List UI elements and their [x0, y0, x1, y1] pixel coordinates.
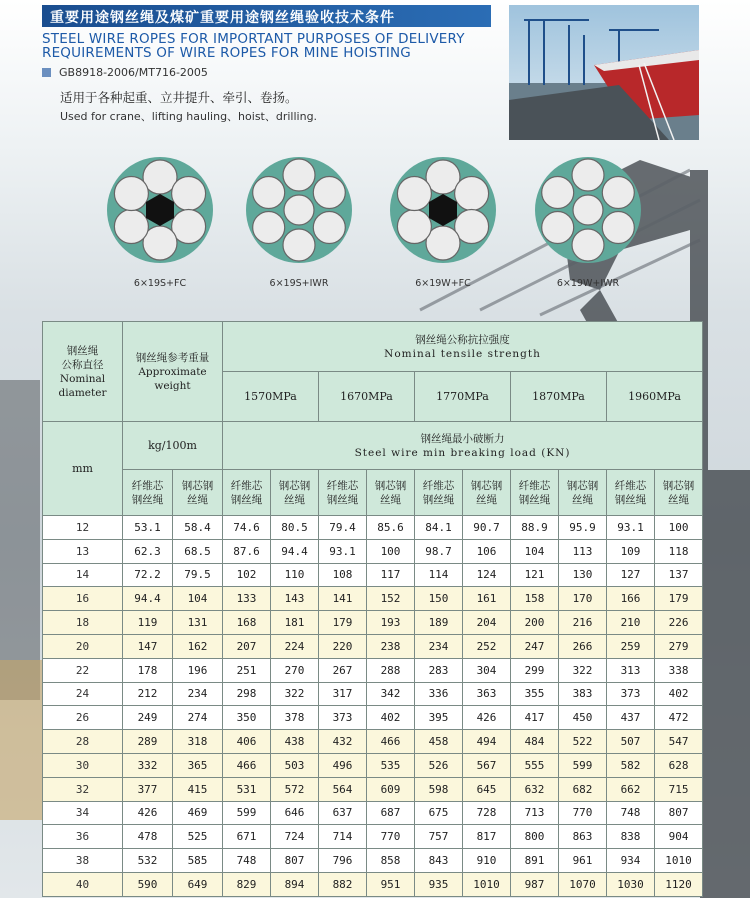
standard-text: GB8918-2006/MT716-2005 — [59, 66, 208, 79]
value-cell: 770 — [559, 801, 607, 825]
value-cell: 728 — [463, 801, 511, 825]
value-cell: 807 — [655, 801, 703, 825]
value-cell: 249 — [123, 706, 173, 730]
table-row — [43, 849, 703, 873]
value-cell: 714 — [319, 825, 367, 849]
value-cell: 124 — [463, 563, 511, 587]
value-cell: 95.9 — [559, 516, 607, 540]
value-cell: 1120 — [655, 872, 703, 896]
value-cell: 108 — [319, 563, 367, 587]
value-cell: 68.5 — [173, 539, 223, 563]
rope-label: 6×19S+FC — [133, 278, 187, 289]
value-cell: 567 — [463, 753, 511, 777]
value-cell: 402 — [655, 682, 703, 706]
value-cell: 478 — [123, 825, 173, 849]
value-cell: 894 — [271, 872, 319, 896]
table-row — [43, 587, 703, 611]
diameter-cell: 22 — [43, 658, 123, 682]
value-cell: 355 — [511, 682, 559, 706]
value-cell: 466 — [223, 753, 271, 777]
value-cell: 212 — [123, 682, 173, 706]
value-cell: 162 — [173, 634, 223, 658]
value-cell: 53.1 — [123, 516, 173, 540]
value-cell: 377 — [123, 777, 173, 801]
rope-label: 6×19W+IWR — [556, 278, 620, 289]
value-cell: 365 — [173, 753, 223, 777]
value-cell: 526 — [415, 753, 463, 777]
value-cell: 238 — [367, 634, 415, 658]
value-cell: 279 — [655, 634, 703, 658]
value-cell: 234 — [415, 634, 463, 658]
value-cell: 79.4 — [319, 516, 367, 540]
core-type-label: 钢芯钢 丝绳 — [271, 470, 319, 516]
value-cell: 469 — [173, 801, 223, 825]
value-cell: 383 — [559, 682, 607, 706]
value-cell: 94.4 — [123, 587, 173, 611]
diameter-cell: 32 — [43, 777, 123, 801]
value-cell: 432 — [319, 730, 367, 754]
value-cell: 193 — [367, 611, 415, 635]
value-cell: 166 — [607, 587, 655, 611]
value-cell: 58.4 — [173, 516, 223, 540]
value-cell: 298 — [223, 682, 271, 706]
value-cell: 104 — [173, 587, 223, 611]
rope-label: 6×19S+IWR — [269, 278, 329, 289]
value-cell: 934 — [607, 849, 655, 873]
value-cell: 80.5 — [271, 516, 319, 540]
header-breaking-load: 钢丝绳最小破断力 Steel wire min breaking load (KN) — [223, 422, 703, 470]
value-cell: 100 — [367, 539, 415, 563]
value-cell: 800 — [511, 825, 559, 849]
value-cell: 158 — [511, 587, 559, 611]
value-cell: 106 — [463, 539, 511, 563]
value-cell: 90.7 — [463, 516, 511, 540]
value-cell: 1070 — [559, 872, 607, 896]
value-cell: 535 — [367, 753, 415, 777]
value-cell: 288 — [367, 658, 415, 682]
value-cell: 181 — [271, 611, 319, 635]
value-cell: 121 — [511, 563, 559, 587]
value-cell: 283 — [415, 658, 463, 682]
value-cell: 133 — [223, 587, 271, 611]
value-cell: 572 — [271, 777, 319, 801]
value-cell: 119 — [123, 611, 173, 635]
table-row — [43, 563, 703, 587]
value-cell: 373 — [319, 706, 367, 730]
value-cell: 458 — [415, 730, 463, 754]
value-cell: 94.4 — [271, 539, 319, 563]
value-cell: 109 — [607, 539, 655, 563]
value-cell: 168 — [223, 611, 271, 635]
value-cell: 715 — [655, 777, 703, 801]
value-cell: 131 — [173, 611, 223, 635]
value-cell: 152 — [367, 587, 415, 611]
value-cell: 304 — [463, 658, 511, 682]
value-cell: 675 — [415, 801, 463, 825]
value-cell: 373 — [607, 682, 655, 706]
table-row — [43, 825, 703, 849]
title-en-line1: STEEL WIRE ROPES FOR IMPORTANT PURPOSES OF DELIVERY — [42, 31, 465, 47]
value-cell: 84.1 — [415, 516, 463, 540]
value-cell: 266 — [559, 634, 607, 658]
rope-section-6x19s-fc — [105, 155, 215, 265]
value-cell: 127 — [607, 563, 655, 587]
value-cell: 1030 — [607, 872, 655, 896]
value-cell: 224 — [271, 634, 319, 658]
value-cell: 484 — [511, 730, 559, 754]
usage-cn: 适用于各种起重、立井提升、牵引、卷扬。 — [60, 90, 298, 105]
value-cell: 178 — [123, 658, 173, 682]
bullet-square-icon — [42, 68, 51, 77]
value-cell: 93.1 — [607, 516, 655, 540]
value-cell: 507 — [607, 730, 655, 754]
value-cell: 378 — [271, 706, 319, 730]
standard-code — [42, 66, 208, 79]
value-cell: 247 — [511, 634, 559, 658]
value-cell: 637 — [319, 801, 367, 825]
header-weight: 钢丝绳参考重量 Approximate weight — [123, 322, 223, 422]
value-cell: 450 — [559, 706, 607, 730]
value-cell: 220 — [319, 634, 367, 658]
table-row — [43, 539, 703, 563]
table-row — [43, 634, 703, 658]
value-cell: 829 — [223, 872, 271, 896]
value-cell: 93.1 — [319, 539, 367, 563]
value-cell: 363 — [463, 682, 511, 706]
value-cell: 200 — [511, 611, 559, 635]
value-cell: 961 — [559, 849, 607, 873]
value-cell: 402 — [367, 706, 415, 730]
value-cell: 438 — [271, 730, 319, 754]
title-banner — [42, 5, 491, 27]
grade-1670: 1670MPa — [319, 372, 415, 422]
value-cell: 599 — [223, 801, 271, 825]
diameter-cell: 26 — [43, 706, 123, 730]
diameter-cell: 18 — [43, 611, 123, 635]
title-en-line2: REQUIREMENTS OF WIRE ROPES FOR MINE HOISTING — [42, 45, 411, 61]
diameter-cell: 20 — [43, 634, 123, 658]
core-type-label: 纤维芯 钢丝绳 — [223, 470, 271, 516]
value-cell: 682 — [559, 777, 607, 801]
value-cell: 207 — [223, 634, 271, 658]
value-cell: 843 — [415, 849, 463, 873]
value-cell: 555 — [511, 753, 559, 777]
table-row — [43, 611, 703, 635]
value-cell: 748 — [223, 849, 271, 873]
value-cell: 632 — [511, 777, 559, 801]
value-cell: 531 — [223, 777, 271, 801]
value-cell: 598 — [415, 777, 463, 801]
table-row — [43, 872, 703, 896]
value-cell: 342 — [367, 682, 415, 706]
rope-label: 6×19W+FC — [415, 278, 471, 289]
diameter-cell: 24 — [43, 682, 123, 706]
unit-kg: kg/100m — [123, 422, 223, 470]
value-cell: 645 — [463, 777, 511, 801]
value-cell: 267 — [319, 658, 367, 682]
value-cell: 951 — [367, 872, 415, 896]
value-cell: 332 — [123, 753, 173, 777]
table-row — [43, 801, 703, 825]
port-ship-photo — [509, 5, 699, 140]
diameter-cell: 36 — [43, 825, 123, 849]
grade-1870: 1870MPa — [511, 372, 607, 422]
value-cell: 891 — [511, 849, 559, 873]
grade-1770: 1770MPa — [415, 372, 511, 422]
value-cell: 406 — [223, 730, 271, 754]
value-cell: 350 — [223, 706, 271, 730]
value-cell: 532 — [123, 849, 173, 873]
value-cell: 74.6 — [223, 516, 271, 540]
grade-1570: 1570MPa — [223, 372, 319, 422]
value-cell: 863 — [559, 825, 607, 849]
rope-section-6x19s-iwr — [244, 155, 354, 265]
value-cell: 113 — [559, 539, 607, 563]
core-type-label: 钢芯钢 丝绳 — [463, 470, 511, 516]
core-type-label: 纤维芯 钢丝绳 — [607, 470, 655, 516]
value-cell: 100 — [655, 516, 703, 540]
value-cell: 910 — [463, 849, 511, 873]
value-cell: 204 — [463, 611, 511, 635]
value-cell: 234 — [173, 682, 223, 706]
value-cell: 395 — [415, 706, 463, 730]
diameter-cell: 30 — [43, 753, 123, 777]
value-cell: 88.9 — [511, 516, 559, 540]
value-cell: 671 — [223, 825, 271, 849]
value-cell: 713 — [511, 801, 559, 825]
value-cell: 564 — [319, 777, 367, 801]
value-cell: 317 — [319, 682, 367, 706]
value-cell: 189 — [415, 611, 463, 635]
value-cell: 338 — [655, 658, 703, 682]
table-row — [43, 730, 703, 754]
diameter-cell: 38 — [43, 849, 123, 873]
value-cell: 817 — [463, 825, 511, 849]
value-cell: 270 — [271, 658, 319, 682]
value-cell: 322 — [559, 658, 607, 682]
value-cell: 882 — [319, 872, 367, 896]
value-cell: 582 — [607, 753, 655, 777]
value-cell: 757 — [415, 825, 463, 849]
value-cell: 259 — [607, 634, 655, 658]
value-cell: 748 — [607, 801, 655, 825]
title-cn: 重要用途钢丝绳及煤矿重要用途钢丝绳验收技术条件 — [50, 10, 395, 26]
diameter-cell: 40 — [43, 872, 123, 896]
value-cell: 143 — [271, 587, 319, 611]
value-cell: 114 — [415, 563, 463, 587]
diameter-cell: 28 — [43, 730, 123, 754]
value-cell: 609 — [367, 777, 415, 801]
table-row — [43, 516, 703, 540]
header-tensile-strength: 钢丝绳公称抗拉强度 Nominal tensile strength — [223, 322, 703, 372]
value-cell: 494 — [463, 730, 511, 754]
rope-section-6x19w-fc — [388, 155, 498, 265]
value-cell: 1010 — [655, 849, 703, 873]
table-row — [43, 706, 703, 730]
value-cell: 318 — [173, 730, 223, 754]
value-cell: 426 — [463, 706, 511, 730]
table-row — [43, 682, 703, 706]
value-cell: 216 — [559, 611, 607, 635]
value-cell: 137 — [655, 563, 703, 587]
value-cell: 1010 — [463, 872, 511, 896]
value-cell: 87.6 — [223, 539, 271, 563]
table-row — [43, 777, 703, 801]
core-type-label: 纤维芯 钢丝绳 — [415, 470, 463, 516]
value-cell: 170 — [559, 587, 607, 611]
value-cell: 525 — [173, 825, 223, 849]
breaking-load-table — [42, 321, 703, 897]
diameter-cell: 13 — [43, 539, 123, 563]
value-cell: 522 — [559, 730, 607, 754]
value-cell: 336 — [415, 682, 463, 706]
value-cell: 274 — [173, 706, 223, 730]
value-cell: 104 — [511, 539, 559, 563]
value-cell: 858 — [367, 849, 415, 873]
value-cell: 417 — [511, 706, 559, 730]
value-cell: 807 — [271, 849, 319, 873]
value-cell: 72.2 — [123, 563, 173, 587]
rope-section-6x19w-iwr — [533, 155, 643, 265]
value-cell: 196 — [173, 658, 223, 682]
value-cell: 322 — [271, 682, 319, 706]
diameter-cell: 14 — [43, 563, 123, 587]
value-cell: 437 — [607, 706, 655, 730]
value-cell: 110 — [271, 563, 319, 587]
value-cell: 161 — [463, 587, 511, 611]
value-cell: 503 — [271, 753, 319, 777]
core-type-label: 钢芯钢 丝绳 — [367, 470, 415, 516]
value-cell: 415 — [173, 777, 223, 801]
value-cell: 299 — [511, 658, 559, 682]
unit-mm: mm — [43, 422, 123, 516]
value-cell: 98.7 — [415, 539, 463, 563]
value-cell: 62.3 — [123, 539, 173, 563]
value-cell: 662 — [607, 777, 655, 801]
value-cell: 838 — [607, 825, 655, 849]
value-cell: 796 — [319, 849, 367, 873]
value-cell: 147 — [123, 634, 173, 658]
diameter-cell: 16 — [43, 587, 123, 611]
value-cell: 85.6 — [367, 516, 415, 540]
value-cell: 724 — [271, 825, 319, 849]
value-cell: 904 — [655, 825, 703, 849]
value-cell: 590 — [123, 872, 173, 896]
value-cell: 426 — [123, 801, 173, 825]
core-type-label: 钢芯钢 丝绳 — [173, 470, 223, 516]
value-cell: 599 — [559, 753, 607, 777]
value-cell: 226 — [655, 611, 703, 635]
usage-en: Used for crane、lifting hauling、hoist、drilling. — [60, 110, 318, 123]
core-type-label: 纤维芯 钢丝绳 — [319, 470, 367, 516]
value-cell: 251 — [223, 658, 271, 682]
core-type-label: 钢芯钢 丝绳 — [655, 470, 703, 516]
value-cell: 150 — [415, 587, 463, 611]
header-diameter: 钢丝绳 公称直径 Nominal diameter — [43, 322, 123, 422]
title-en — [42, 32, 512, 60]
core-type-label: 纤维芯 钢丝绳 — [123, 470, 173, 516]
value-cell: 79.5 — [173, 563, 223, 587]
table-row — [43, 753, 703, 777]
value-cell: 313 — [607, 658, 655, 682]
value-cell: 935 — [415, 872, 463, 896]
value-cell: 649 — [173, 872, 223, 896]
value-cell: 179 — [655, 587, 703, 611]
value-cell: 628 — [655, 753, 703, 777]
value-cell: 687 — [367, 801, 415, 825]
value-cell: 289 — [123, 730, 173, 754]
value-cell: 547 — [655, 730, 703, 754]
value-cell: 118 — [655, 539, 703, 563]
value-cell: 179 — [319, 611, 367, 635]
grade-1960: 1960MPa — [607, 372, 703, 422]
value-cell: 472 — [655, 706, 703, 730]
diameter-cell: 12 — [43, 516, 123, 540]
value-cell: 646 — [271, 801, 319, 825]
core-type-label: 纤维芯 钢丝绳 — [511, 470, 559, 516]
value-cell: 466 — [367, 730, 415, 754]
value-cell: 987 — [511, 872, 559, 896]
value-cell: 496 — [319, 753, 367, 777]
value-cell: 117 — [367, 563, 415, 587]
value-cell: 130 — [559, 563, 607, 587]
value-cell: 585 — [173, 849, 223, 873]
value-cell: 770 — [367, 825, 415, 849]
value-cell: 210 — [607, 611, 655, 635]
core-type-label: 钢芯钢 丝绳 — [559, 470, 607, 516]
value-cell: 141 — [319, 587, 367, 611]
value-cell: 252 — [463, 634, 511, 658]
value-cell: 102 — [223, 563, 271, 587]
diameter-cell: 34 — [43, 801, 123, 825]
table-row — [43, 658, 703, 682]
